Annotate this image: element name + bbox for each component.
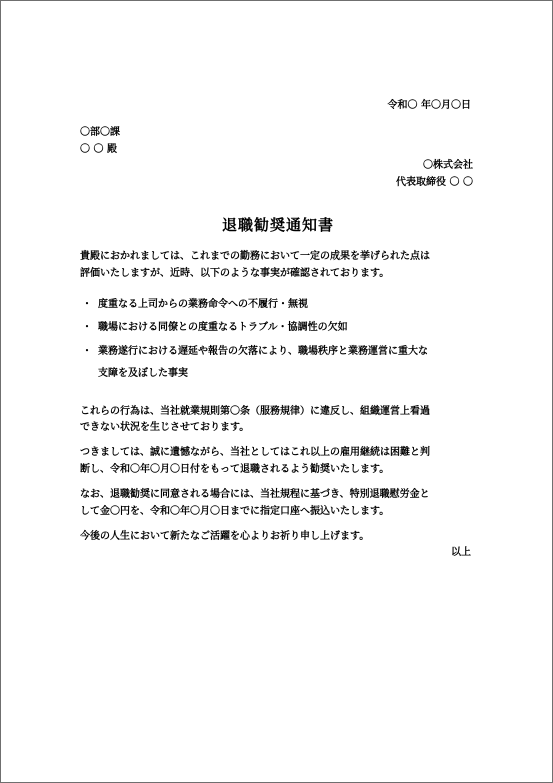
intro-line-2: 評価いたしますが、近時、以下のような事実が確認されております。: [80, 268, 390, 279]
document-date: 令和〇 年〇月〇日: [387, 100, 471, 111]
bullet-item-1: ・ 度重なる上司からの業務命令への不履行・無視: [98, 299, 308, 311]
recipient-department: 〇部〇課: [80, 127, 120, 138]
recipient-name: 〇 〇 殿: [80, 144, 117, 155]
paragraph-3-line-2: して金〇円を、令和〇年〇月〇日までに指定口座へ振込いたします。: [80, 506, 390, 517]
sender-company: 〇株式会社: [423, 160, 473, 171]
paragraph-1-line-1: これらの行為は、当社就業規則第〇条（服務規律）に違反し、組織運営上看過: [80, 406, 430, 417]
paragraph-2-line-1: つきましては、誠に遺憾ながら、当社としてはこれ以上の雇用継続は困難と判: [80, 447, 430, 458]
end-mark: 以上: [451, 547, 471, 558]
closing-line: 今後の人生において新たなご活躍を心よりお祈り申し上げます。: [80, 531, 370, 542]
document-title: 退職勧奨通知書: [222, 216, 335, 234]
paragraph-3-line-1: なお、退職勧奨に同意される場合には、当社規程に基づき、特別退職慰労金と: [80, 489, 430, 500]
intro-line-1: 貴殿におかれましては、これまでの勤務において一定の成果を挙げられた点は: [80, 251, 430, 262]
bullet-item-3-continuation: 支障を及ぼした事実: [98, 368, 188, 379]
paragraph-1-line-2: できない状況を生じさせております。: [80, 422, 250, 433]
paragraph-2-line-2: 断し、令和〇年〇月〇日付をもって退職されるよう勧奨いたします。: [80, 464, 390, 475]
sender-representative: 代表取締役 〇 〇: [396, 177, 473, 188]
bullet-item-2: ・ 職場における同僚との度重なるトラブル・協調性の欠如: [98, 322, 348, 334]
bullet-item-3: ・ 業務遂行における遅延や報告の欠落により、職場秩序と業務運営に重大な: [98, 346, 428, 358]
